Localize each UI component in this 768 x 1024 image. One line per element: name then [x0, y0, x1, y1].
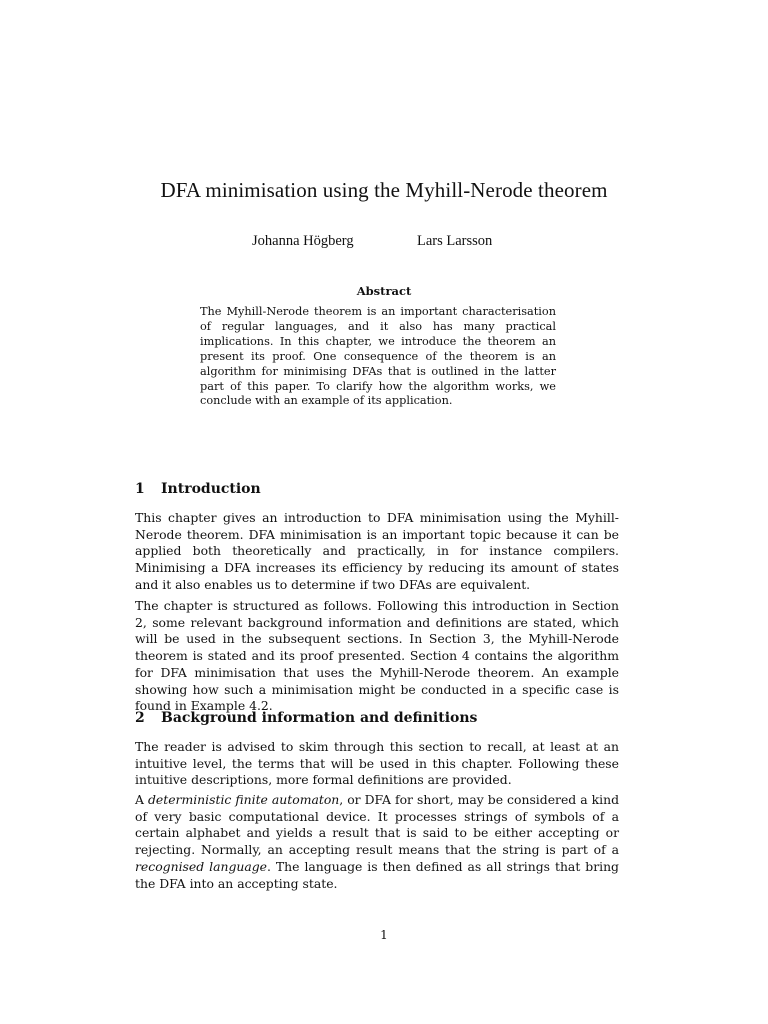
text-run: A: [135, 792, 148, 807]
emphasised-term: recognised language: [135, 858, 268, 874]
page-number: 1: [380, 928, 388, 942]
body-paragraph: The chapter is structured as follows. Following this introduction in Section 2, some relevant background information and definitions are stated, which will be used in the subsequent sections. In Section 3, the Myhill-Nerode theorem is stated and its proof presented. Section 4 contains the algorithm for DFA minimisation that uses the Myhill-Nerode theorem. An example showing how such a minimisation might be conducted in a specific case is found in Example 4.2.: [135, 598, 619, 714]
abstract-heading: Abstract: [356, 284, 412, 298]
paper-title: DFA minimisation using the Myhill-Nerode theorem: [160, 178, 608, 202]
abstract-body: The Myhill-Nerode theorem is an important characterisation of regular languages, and it also has many practical implications. In this chapter, we introduce the theorem an present its proof. One consequence of the theorem is an algorithm for minimising DFAs that is outlined in the latter part of this paper. To clarify how the algorithm works, we conclude with an example of its application.: [200, 305, 556, 408]
body-paragraph: The reader is advised to skim through this section to recall, at least at an intuitive level, the terms that will be used in this chapter. Following these intuitive descriptions, more formal definitions are provided.: [135, 739, 619, 788]
section-number: 1: [135, 481, 145, 497]
emphasised-term: deterministic finite automaton: [147, 792, 340, 807]
section-number: 2: [135, 710, 145, 726]
section-heading: [135, 710, 477, 726]
text-run: . The language is then defined as all strings that bring the DFA into an accepting state.: [135, 858, 619, 891]
text-run: , or DFA for short, may be considered a kind of very basic computational device. It processes strings of symbols of a certain alphabet and yields a result that is said to be either accepting or rejecting. Normally, an accepting result means that the string is part of a: [135, 792, 620, 858]
section-title-text: Introduction: [161, 481, 261, 497]
author-name: Johanna Högberg: [252, 233, 354, 249]
section-title-text: Background information and definitions: [161, 710, 478, 726]
author-name: Lars Larsson: [417, 233, 493, 249]
body-paragraph: This chapter gives an introduction to DFA minimisation using the Myhill-Nerode theorem. DFA minimisation is an important topic because it can be applied both theoretically and practically, in for instance compilers. Minimising a DFA increases its efficiency by reducing its amount of states and it also enables us to determine if two DFAs are equivalent.: [135, 510, 619, 592]
section-heading: [135, 481, 261, 497]
body-paragraph-dfa: [135, 792, 619, 892]
